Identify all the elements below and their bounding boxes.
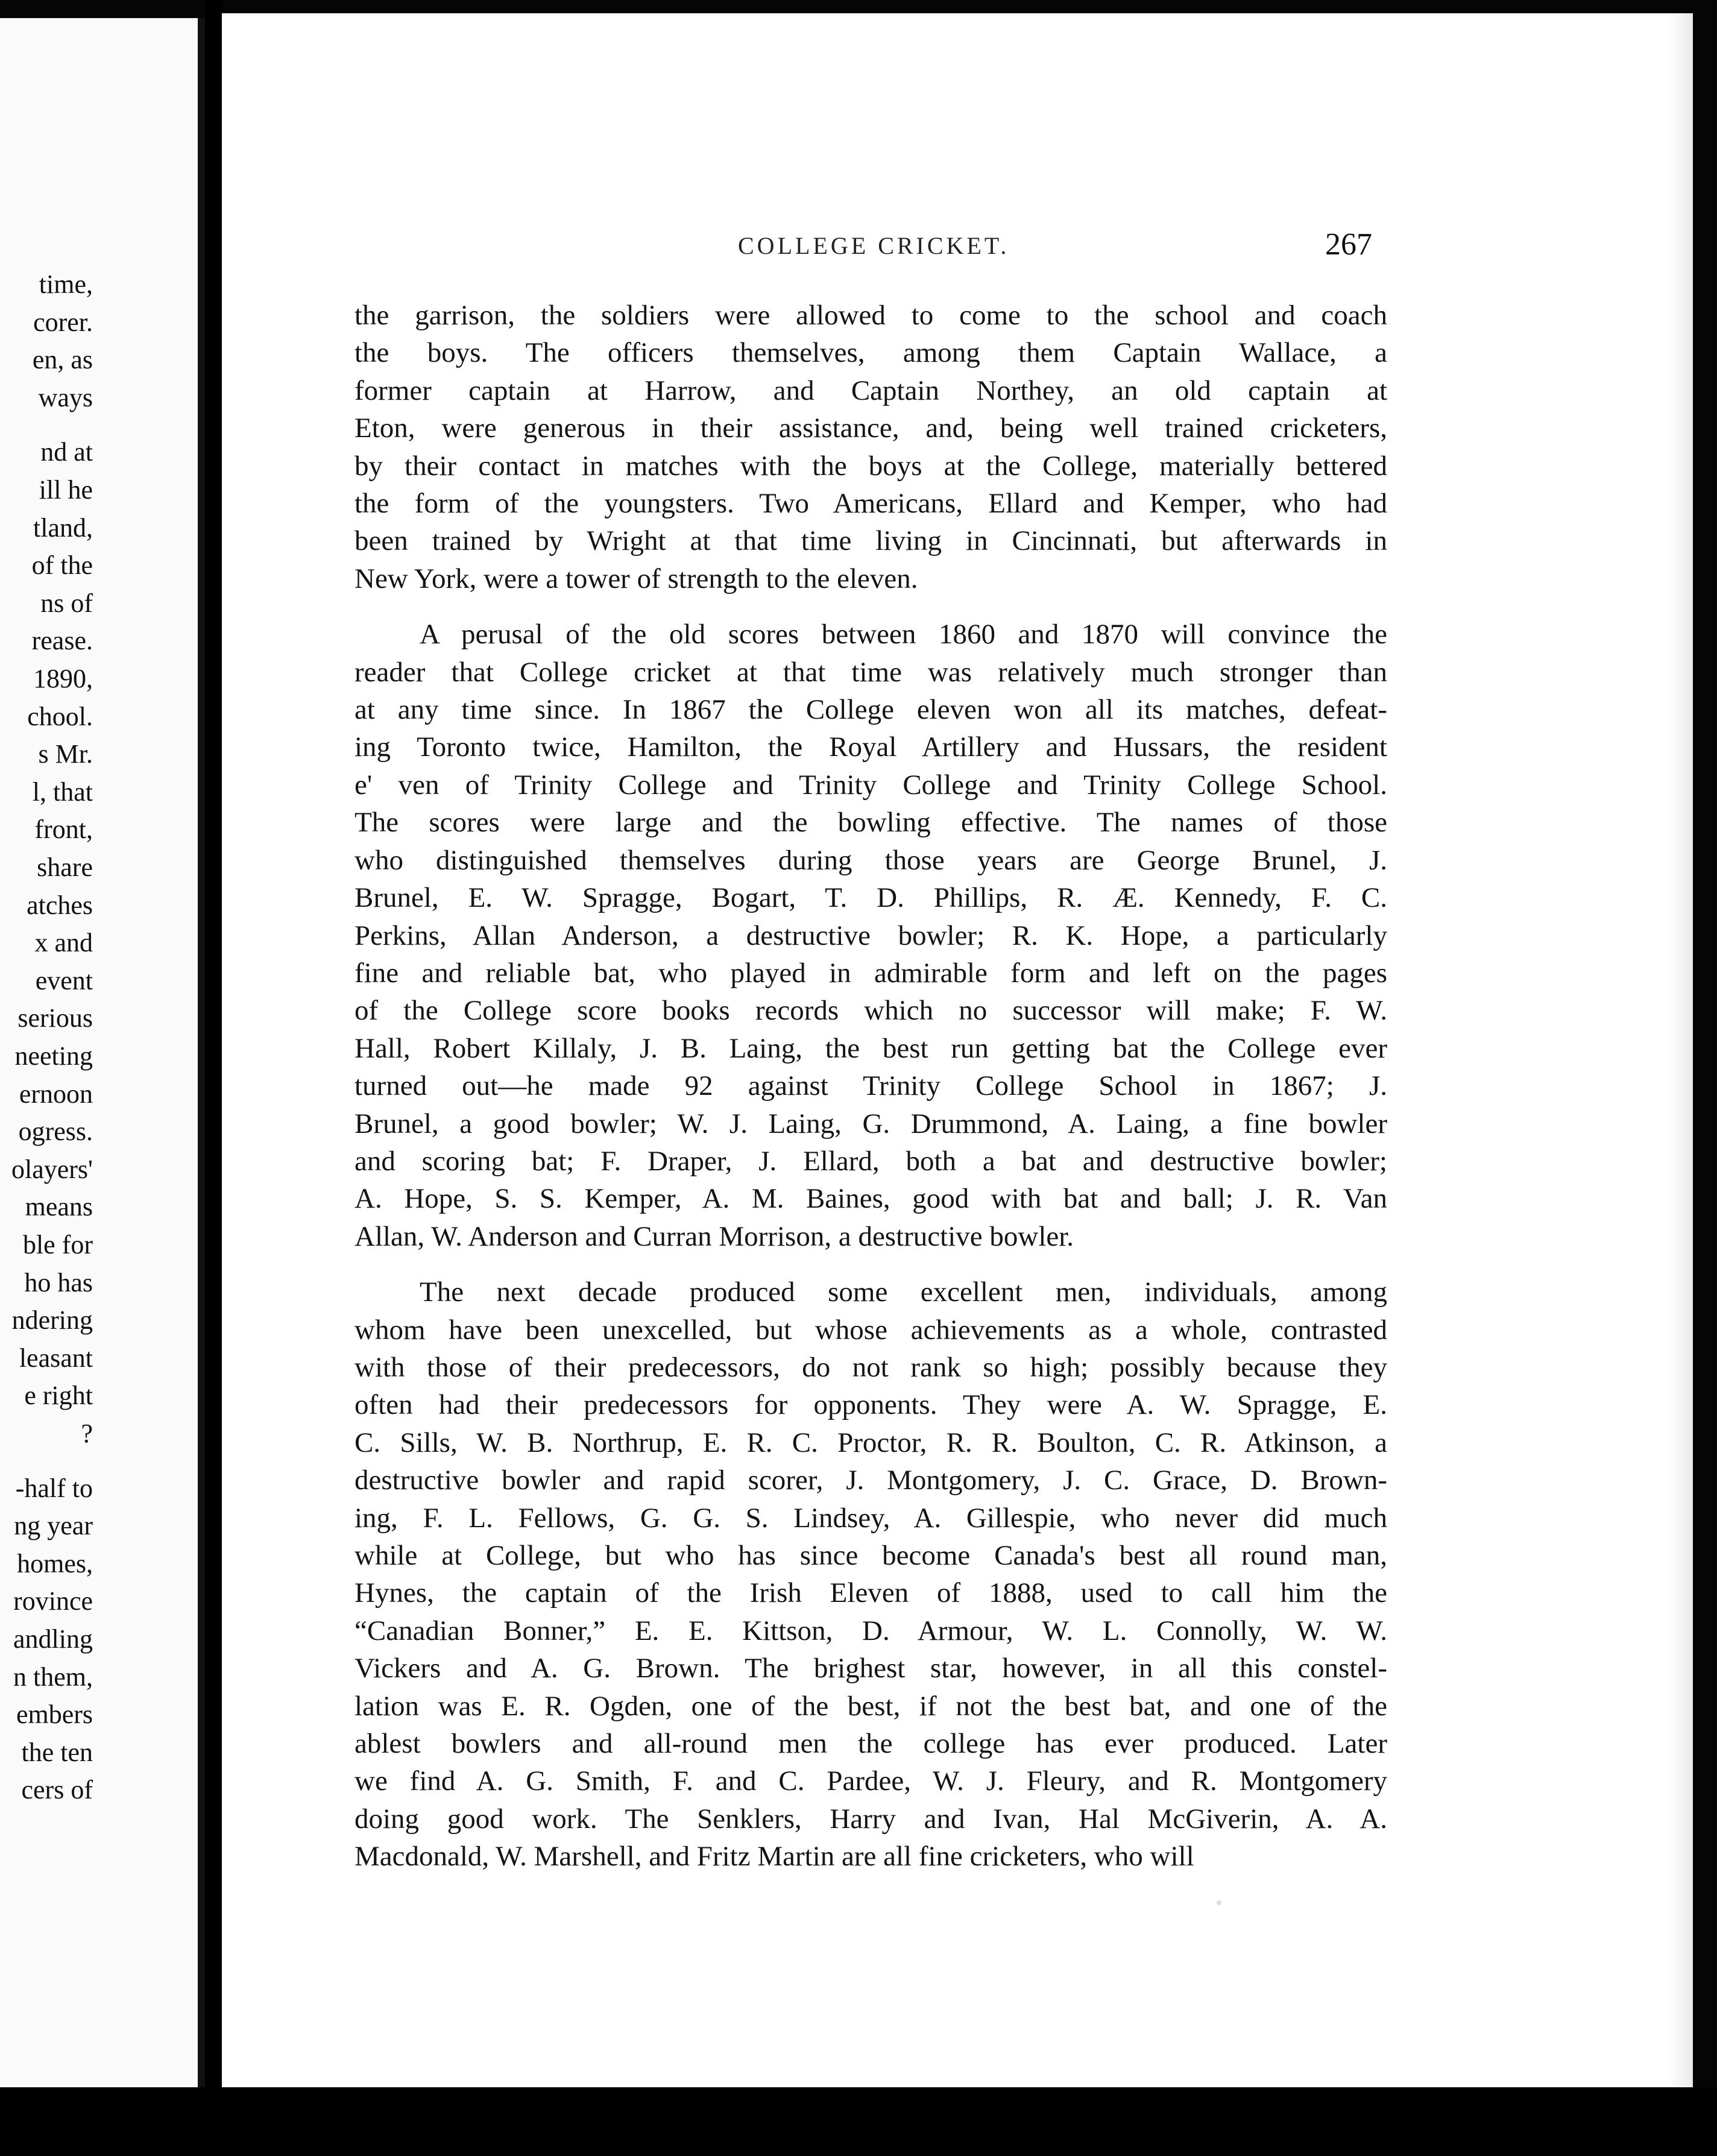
text-line: at any time since. In 1867 the College eleven won all its matches, defeat- [354,694,1387,726]
paragraph [354,616,1387,1255]
facing-page-text-fragment: front, [34,815,93,845]
text-line: Allan, W. Anderson and Curran Morrison, a destructive bowler. [354,1220,1074,1252]
text-line: ing, F. L. Fellows, G. G. S. Lindsey, A. Gillespie, who never did much [354,1502,1387,1534]
text-line: we find A. G. Smith, F. and C. Pardee, W. J. Fleury, and R. Montgomery [354,1765,1387,1797]
text-line: Vickers and A. G. Brown. The brighest star, however, in all this constel- [354,1653,1387,1685]
facing-page-text-fragment: ho has [24,1267,93,1297]
facing-page-text-fragment: ble for [22,1230,93,1259]
text-line: who distinguished themselves during those years are George Brunel, J. [354,844,1387,876]
scan-bottom-band [0,2087,1717,2156]
facing-page-text-fragment: x and [34,928,93,958]
text-line: Hynes, the captain of the Irish Eleven of 1888, used to call him the [354,1577,1387,1609]
facing-page-text-fragment: e right [24,1381,93,1411]
text-line: former captain at Harrow, and Captain Northey, an old captain at [354,374,1387,406]
text-line: and scoring bat; F. Draper, J. Ellard, both a bat and destructive bowler; [354,1145,1387,1177]
text-line: Brunel, a good bowler; W. J. Laing, G. Drummond, A. Laing, a fine bowler [354,1108,1387,1139]
paragraph [354,1273,1387,1876]
facing-page-text-fragment: ogress. [18,1117,93,1147]
book-spine [205,0,223,2156]
facing-page-text-fragment: ways [38,382,93,412]
text-line: The scores were large and the bowling effective. The names of those [354,807,1387,839]
text-line: “Canadian Bonner,” E. E. Kittson, D. Armour, W. L. Connolly, W. W. [354,1615,1387,1647]
facing-page-text-fragment: -half to [15,1473,93,1503]
running-title: COLLEGE CRICKET. [738,232,1010,259]
text-line: reader that College cricket at that time was relatively much stronger than [354,656,1387,688]
text-line: ablest bowlers and all-round men the college has ever produced. Later [354,1728,1387,1760]
text-line: New York, were a tower of strength to the eleven. [354,563,918,594]
text-line: the boys. The officers themselves, among them Captain Wallace, a [354,337,1387,369]
facing-page-text-fragment: olayers' [11,1154,93,1184]
facing-page-text-fragment: share [37,853,93,882]
facing-page-gutter [198,18,205,2104]
facing-page-text-fragment: atches [27,890,93,920]
facing-page-text-fragment: ? [81,1419,93,1448]
text-line: Eton, were generous in their assistance, and, being well trained cricketers, [354,412,1387,444]
text-line: while at College, but who has since become Canada's best all round man, [354,1540,1387,1571]
text-line: with those of their predecessors, do not rank so high; possibly because they [354,1351,1387,1383]
facing-page-text-fragment: time, [39,270,93,299]
facing-page-text-fragment: ng year [14,1511,93,1541]
facing-page-text-fragment: ndering [11,1305,93,1335]
text-line: turned out—he made 92 against Trinity College School in 1867; J. [354,1070,1387,1102]
text-line: Perkins, Allan Anderson, a destructive bowler; R. K. Hope, a particularly [354,919,1387,951]
text-line: Macdonald, W. Marshell, and Fritz Martin are all fine cricketers, who will [354,1841,1194,1873]
running-head [222,227,1693,268]
page-edge-shadow [1669,13,1693,2087]
text-line: destructive bowler and rapid scorer, J. Montgomery, J. C. Grace, D. Brown- [354,1464,1387,1496]
facing-page-text-fragment: event [35,965,93,995]
facing-page-text-fragment: 1890, [33,664,93,693]
facing-page-text-fragment: n them, [13,1662,93,1692]
facing-page-text-fragment: serious [17,1003,93,1033]
facing-page-text-fragment: ill he [39,475,93,505]
scan-speck [1217,1900,1221,1905]
facing-page-text-fragment: corer. [33,307,93,337]
facing-page-text-fragment: embers [16,1700,93,1730]
facing-page [0,18,205,2104]
facing-page-text-fragment: ns of [40,588,93,618]
facing-page-text-fragment: of the [31,550,93,581]
text-line: by their contact in matches with the boys at the College, materially bettered [354,450,1387,482]
text-line: fine and reliable bat, who played in admirable form and left on the pages [354,957,1387,989]
facing-page-text-fragment: rovince [13,1586,93,1616]
text-line: Hall, Robert Killaly, J. B. Laing, the best run getting bat the College ever [354,1032,1387,1064]
text-line: whom have been unexcelled, but whose achievements as a whole, contrasted [354,1314,1387,1346]
facing-page-text-fragment: tland, [33,512,93,543]
facing-page-text-fragment: neeting [14,1041,93,1071]
text-line: often had their predecessors for opponents. They were A. W. Spragge, E. [354,1389,1387,1421]
facing-page-text-fragment: l, that [32,777,93,807]
facing-page-text-fragment: cers of [21,1775,93,1805]
facing-page-text-fragment: leasant [19,1343,93,1373]
text-line: Brunel, E. W. Spragge, Bogart, T. D. Phillips, R. Æ. Kennedy, F. C. [354,882,1387,914]
text-line: of the College score books records which no successor will make; F. W. [354,995,1387,1027]
facing-page-text-fragment: en, as [32,345,93,375]
facing-page-text-fragment: chool. [27,701,93,731]
facing-page-text-fragment: rease. [31,626,93,656]
text-line: doing good work. The Senklers, Harry and Ivan, Hal McGiverin, A. A. [354,1803,1387,1835]
text-line: The next decade produced some excellent men, individuals, among [420,1276,1387,1308]
paragraph [354,297,1387,597]
facing-page-text-fragment: s Mr. [38,739,93,769]
text-line: e' ven of Trinity College and Trinity College and Trinity College School. [354,769,1387,801]
facing-page-text-fragment: means [25,1192,93,1222]
facing-page-text-fragment: the ten [21,1737,93,1767]
facing-page-text-fragment: homes, [17,1548,93,1578]
facing-page-text-fragment: andling [13,1624,93,1654]
page-number: 267 [1325,227,1372,262]
text-line: A. Hope, S. S. Kemper, A. M. Baines, good with bat and ball; J. R. Van [354,1183,1387,1215]
text-line: been trained by Wright at that time living in Cincinnati, but afterwards in [354,525,1387,557]
facing-page-text-fragment: ernoon [19,1079,93,1109]
text-line: the garrison, the soldiers were allowed to come to the school and coach [354,300,1387,331]
text-line: the form of the youngsters. Two Americans, Ellard and Kemper, who had [354,488,1387,520]
text-line: A perusal of the old scores between 1860 and 1870 will convince the [420,619,1387,651]
body-text [354,297,1387,1894]
text-line: C. Sills, W. B. Northrup, E. R. C. Proctor, R. R. Boulton, C. R. Atkinson, a [354,1426,1387,1458]
facing-page-text-fragment: nd at [40,437,93,467]
text-line: ing Toronto twice, Hamilton, the Royal Artillery and Hussars, the resident [354,731,1387,763]
main-page [222,13,1693,2087]
text-line: lation was E. R. Ogden, one of the best, if not the best bat, and one of the [354,1690,1387,1722]
